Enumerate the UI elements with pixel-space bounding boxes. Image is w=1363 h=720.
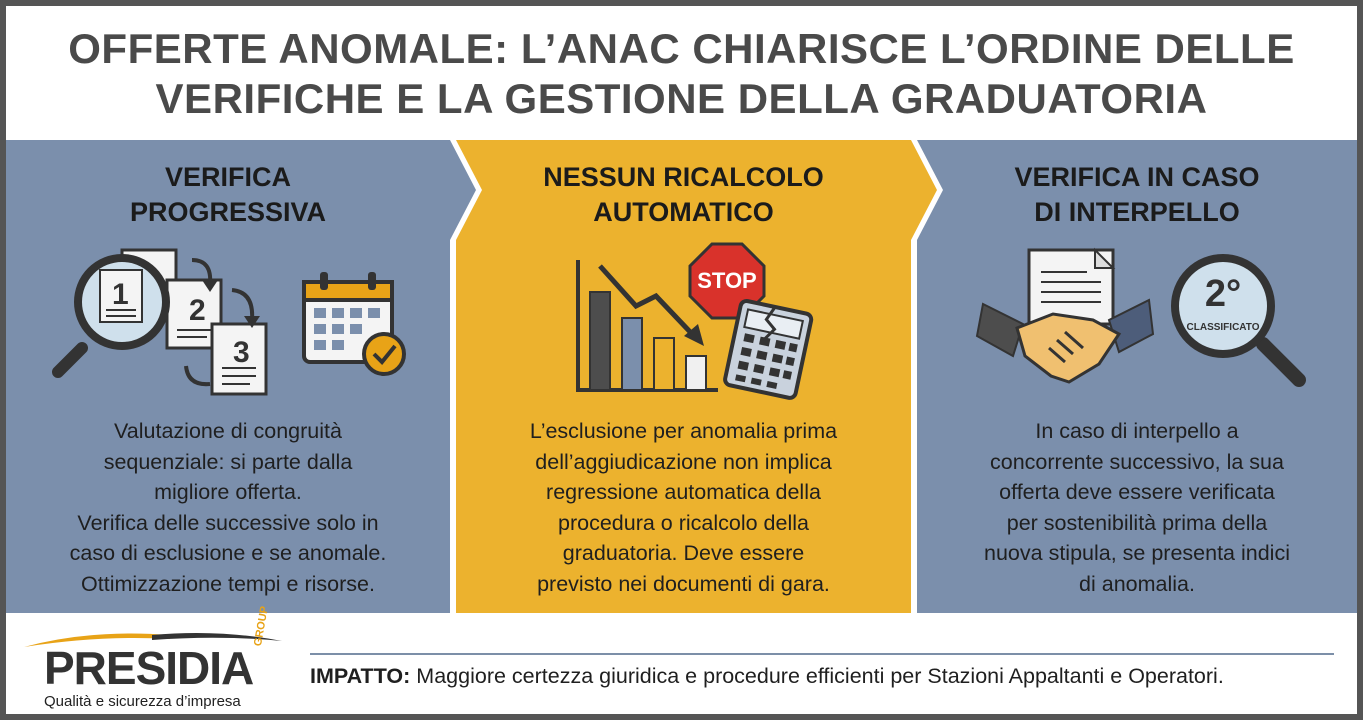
- panel-body: [456, 416, 911, 599]
- panel-heading: [917, 160, 1357, 230]
- infographic: [6, 6, 1357, 714]
- body-line: Verifica delle successive solo in: [77, 510, 379, 535]
- body-line: migliore offerta.: [154, 480, 302, 504]
- classificato-label: CLASSIFICATO: [1186, 322, 1260, 333]
- body-line: procedura o ricalcolo della: [558, 510, 809, 535]
- magnifier-icon: [58, 258, 166, 372]
- doc-label-1: 1: [112, 278, 129, 311]
- title-line-2: VERIFICHE E LA GESTIONE DELLA GRADUATORIA: [155, 75, 1208, 122]
- body-line: Ottimizzazione tempi e risorse.: [81, 571, 375, 596]
- panel-nessun-ricalcolo: [456, 140, 911, 613]
- body-line: graduatoria. Deve essere: [562, 541, 805, 565]
- broken-calculator-icon: [724, 300, 812, 399]
- rank-label: 2°: [1204, 273, 1242, 315]
- document-icon: [1029, 250, 1113, 324]
- body-line: concorrente successivo, la sua: [990, 449, 1284, 474]
- body-line: nuova stipula, se presenta indici: [984, 541, 1290, 565]
- logo-group: GROUP: [252, 605, 271, 648]
- magnifier-documents-icon: [52, 240, 292, 400]
- panel-heading-line-2: DI INTERPELLO: [1034, 197, 1240, 227]
- body-line: previsto nei documenti di gara.: [537, 571, 830, 596]
- panel-heading-line-2: PROGRESSIVA: [129, 197, 327, 227]
- panel-body: [6, 416, 450, 599]
- impact-text: Maggiore certezza giuridica e procedure efficienti per Stazioni Appaltanti e Operatori.: [410, 664, 1224, 688]
- stop-label: STOP: [697, 268, 757, 293]
- panel-body: [917, 416, 1357, 599]
- impact-label: IMPATTO:: [310, 664, 411, 688]
- body-line: per sostenibilità prima della: [1006, 510, 1268, 535]
- magnifier-icon: [1175, 258, 1299, 380]
- page-title: [6, 24, 1357, 124]
- doc-label-2: 2: [189, 294, 206, 327]
- body-line: dell’aggiudicazione non implica: [535, 449, 832, 474]
- declining-chart-stop-icon: [566, 240, 826, 400]
- panels: [6, 140, 1357, 613]
- body-line: sequenziale: si parte dalla: [103, 449, 353, 474]
- panel-heading-line-1: NESSUN RICALCOLO: [543, 162, 824, 192]
- logo-word: PRESIDIA: [44, 642, 254, 694]
- impact-statement: [310, 661, 1224, 691]
- panel-verifica-interpello: [917, 140, 1357, 613]
- body-line: caso di esclusione e se anomale.: [69, 541, 387, 565]
- panel-verifica-progressiva: [6, 140, 450, 613]
- footer: [6, 605, 1357, 714]
- calendar-check-icon: [300, 270, 410, 380]
- body-line: L’esclusione per anomalia prima: [529, 419, 838, 443]
- title-line-1: OFFERTE ANOMALE: L’ANAC CHIARISCE L’ORDINE DELLE: [68, 25, 1295, 72]
- presidia-logo: [20, 605, 300, 713]
- panel-heading-line-1: VERIFICA: [164, 162, 291, 192]
- handshake-magnifier-icon: [973, 244, 1323, 404]
- panel-heading: [456, 160, 911, 230]
- panel-heading: [6, 160, 450, 230]
- body-line: regressione automatica della: [546, 480, 821, 504]
- impact-divider: [310, 653, 1334, 655]
- body-line: Valutazione di congruità: [114, 419, 342, 443]
- panel-heading-line-1: VERIFICA IN CASO: [1014, 162, 1260, 192]
- panel-heading-line-2: AUTOMATICO: [593, 197, 774, 227]
- doc-label-3: 3: [233, 336, 250, 369]
- logo-tagline: Qualità e sicurezza d’impresa: [44, 693, 241, 710]
- body-line: di anomalia.: [1079, 571, 1195, 596]
- body-line: offerta deve essere verificata: [999, 480, 1275, 504]
- body-line: In caso di interpello a: [1035, 419, 1239, 443]
